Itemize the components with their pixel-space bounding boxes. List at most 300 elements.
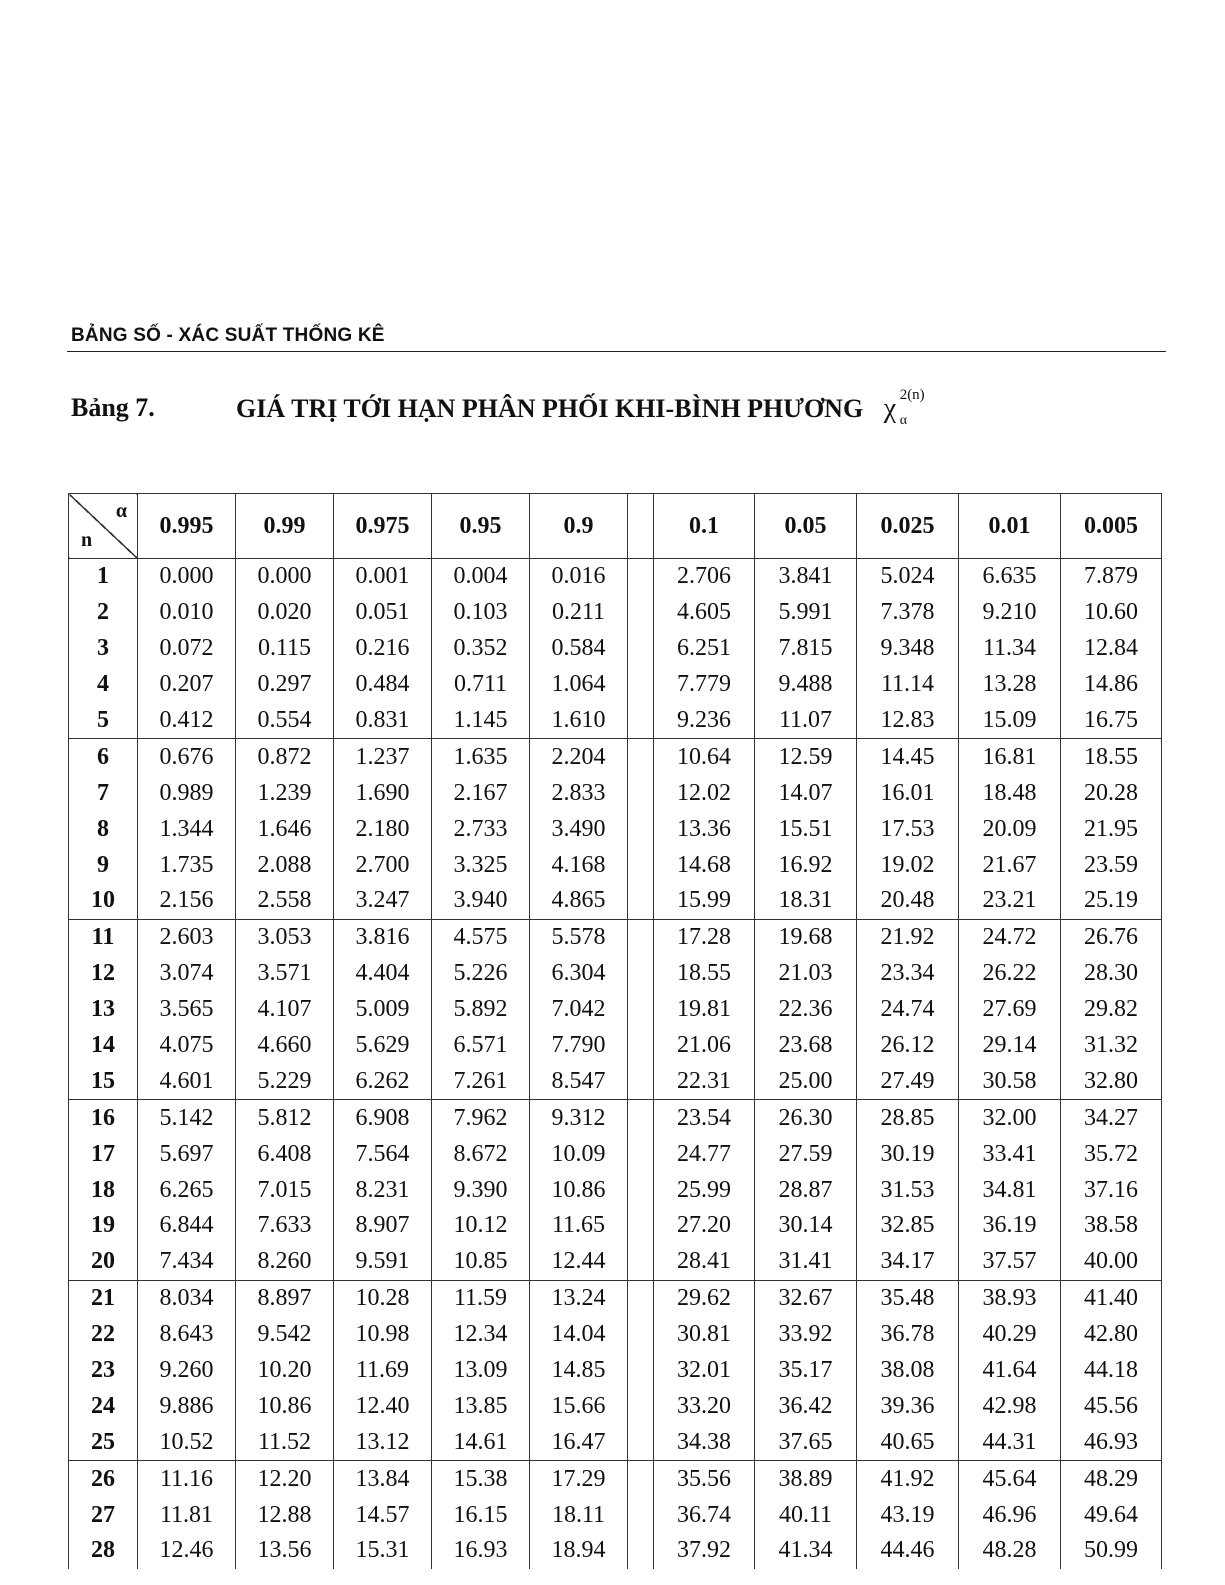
value-cell: 5.229 (236, 1063, 334, 1099)
gap-cell (628, 667, 654, 703)
gap-cell (628, 1317, 654, 1353)
value-cell: 4.404 (334, 956, 432, 992)
value-cell: 16.15 (432, 1497, 530, 1533)
value-cell: 23.54 (654, 1100, 755, 1136)
value-cell: 11.16 (138, 1461, 236, 1497)
value-cell: 7.815 (755, 631, 857, 667)
value-cell: 4.865 (530, 883, 628, 919)
table-row (69, 559, 1162, 595)
gap-cell (628, 1172, 654, 1208)
gap-cell (628, 775, 654, 811)
gap-cell (628, 1028, 654, 1064)
value-cell: 26.12 (857, 1028, 959, 1064)
value-cell: 28.30 (1061, 956, 1162, 992)
value-cell: 8.547 (530, 1063, 628, 1099)
gap-cell (628, 1497, 654, 1533)
value-cell: 9.348 (857, 631, 959, 667)
value-cell: 27.49 (857, 1063, 959, 1099)
row-n-cell: 3 (69, 631, 138, 667)
table-row (69, 811, 1162, 847)
value-cell: 18.48 (959, 775, 1061, 811)
value-cell: 40.00 (1061, 1244, 1162, 1280)
value-cell: 40.65 (857, 1424, 959, 1460)
value-cell: 43.19 (857, 1497, 959, 1533)
chi-letter: χ (883, 393, 897, 424)
table-title (236, 387, 925, 428)
col-header: 0.95 (432, 494, 530, 559)
table-row (69, 667, 1162, 703)
table-row (69, 1388, 1162, 1424)
value-cell: 14.04 (530, 1317, 628, 1353)
value-cell: 6.635 (959, 559, 1061, 595)
value-cell: 9.260 (138, 1353, 236, 1389)
value-cell: 40.29 (959, 1317, 1061, 1353)
value-cell: 16.93 (432, 1533, 530, 1569)
table-row (69, 956, 1162, 992)
value-cell: 44.18 (1061, 1353, 1162, 1389)
value-cell: 16.75 (1061, 703, 1162, 739)
value-cell: 25.19 (1061, 883, 1162, 919)
value-cell: 13.56 (236, 1533, 334, 1569)
value-cell: 17.28 (654, 919, 755, 955)
table-row (69, 1208, 1162, 1244)
value-cell: 45.56 (1061, 1388, 1162, 1424)
value-cell: 8.897 (236, 1280, 334, 1316)
value-cell: 33.20 (654, 1388, 755, 1424)
value-cell: 36.19 (959, 1208, 1061, 1244)
value-cell: 15.99 (654, 883, 755, 919)
row-n-cell: 11 (69, 919, 138, 955)
row-n-cell: 8 (69, 811, 138, 847)
gap-cell (628, 992, 654, 1028)
value-cell: 7.042 (530, 992, 628, 1028)
value-cell: 8.231 (334, 1172, 432, 1208)
value-cell: 38.93 (959, 1280, 1061, 1316)
value-cell: 46.93 (1061, 1424, 1162, 1460)
alpha-label: α (115, 500, 127, 522)
value-cell: 0.072 (138, 631, 236, 667)
value-cell: 15.66 (530, 1388, 628, 1424)
value-cell: 2.706 (654, 559, 755, 595)
value-cell: 12.88 (236, 1497, 334, 1533)
gap-cell (628, 1136, 654, 1172)
chi-square-table (68, 493, 1162, 1569)
table-row (69, 992, 1162, 1028)
value-cell: 37.16 (1061, 1172, 1162, 1208)
value-cell: 41.64 (959, 1353, 1061, 1389)
table-row (69, 631, 1162, 667)
col-header: 0.99 (236, 494, 334, 559)
value-cell: 4.168 (530, 847, 628, 883)
value-cell: 5.578 (530, 919, 628, 955)
col-header: 0.9 (530, 494, 628, 559)
gap-cell (628, 1353, 654, 1389)
table-row (69, 1028, 1162, 1064)
value-cell: 37.57 (959, 1244, 1061, 1280)
gap-cell (628, 847, 654, 883)
value-cell: 28.85 (857, 1100, 959, 1136)
value-cell: 21.92 (857, 919, 959, 955)
value-cell: 23.68 (755, 1028, 857, 1064)
value-cell: 21.67 (959, 847, 1061, 883)
value-cell: 21.06 (654, 1028, 755, 1064)
table-row (69, 595, 1162, 631)
value-cell: 34.38 (654, 1424, 755, 1460)
value-cell: 0.000 (236, 559, 334, 595)
value-cell: 24.77 (654, 1136, 755, 1172)
row-n-cell: 23 (69, 1353, 138, 1389)
value-cell: 26.22 (959, 956, 1061, 992)
table-row (69, 1497, 1162, 1533)
value-cell: 0.676 (138, 739, 236, 775)
value-cell: 20.09 (959, 811, 1061, 847)
value-cell: 0.831 (334, 703, 432, 739)
value-cell: 21.03 (755, 956, 857, 992)
col-header: 0.005 (1061, 494, 1162, 559)
value-cell: 0.711 (432, 667, 530, 703)
value-cell: 28.41 (654, 1244, 755, 1280)
row-n-cell: 24 (69, 1388, 138, 1424)
value-cell: 5.142 (138, 1100, 236, 1136)
value-cell: 35.56 (654, 1461, 755, 1497)
value-cell: 2.733 (432, 811, 530, 847)
value-cell: 38.89 (755, 1461, 857, 1497)
value-cell: 44.31 (959, 1424, 1061, 1460)
value-cell: 6.304 (530, 956, 628, 992)
value-cell: 15.31 (334, 1533, 432, 1569)
value-cell: 7.378 (857, 595, 959, 631)
col-header: 0.975 (334, 494, 432, 559)
value-cell: 32.67 (755, 1280, 857, 1316)
value-cell: 13.28 (959, 667, 1061, 703)
row-n-cell: 26 (69, 1461, 138, 1497)
value-cell: 13.36 (654, 811, 755, 847)
row-n-cell: 21 (69, 1280, 138, 1316)
gap-cell (628, 739, 654, 775)
value-cell: 38.58 (1061, 1208, 1162, 1244)
row-n-cell: 6 (69, 739, 138, 775)
value-cell: 2.156 (138, 883, 236, 919)
value-cell: 5.697 (138, 1136, 236, 1172)
value-cell: 11.34 (959, 631, 1061, 667)
gap-column (628, 494, 654, 559)
value-cell: 41.40 (1061, 1280, 1162, 1316)
value-cell: 7.261 (432, 1063, 530, 1099)
value-cell: 5.629 (334, 1028, 432, 1064)
value-cell: 28.87 (755, 1172, 857, 1208)
value-cell: 3.325 (432, 847, 530, 883)
value-cell: 40.11 (755, 1497, 857, 1533)
value-cell: 3.816 (334, 919, 432, 955)
value-cell: 1.735 (138, 847, 236, 883)
table-row (69, 1280, 1162, 1316)
value-cell: 49.64 (1061, 1497, 1162, 1533)
gap-cell (628, 883, 654, 919)
value-cell: 5.812 (236, 1100, 334, 1136)
row-n-cell: 9 (69, 847, 138, 883)
value-cell: 3.841 (755, 559, 857, 595)
value-cell: 44.46 (857, 1533, 959, 1569)
value-cell: 0.352 (432, 631, 530, 667)
value-cell: 12.02 (654, 775, 755, 811)
value-cell: 15.09 (959, 703, 1061, 739)
row-n-cell: 1 (69, 559, 138, 595)
col-header: 0.01 (959, 494, 1061, 559)
row-n-cell: 2 (69, 595, 138, 631)
value-cell: 7.962 (432, 1100, 530, 1136)
chi-superscript: 2(n) (899, 387, 925, 403)
value-cell: 5.226 (432, 956, 530, 992)
value-cell: 3.053 (236, 919, 334, 955)
chi-square-symbol (883, 387, 925, 428)
gap-cell (628, 1461, 654, 1497)
value-cell: 50.99 (1061, 1533, 1162, 1569)
value-cell: 2.700 (334, 847, 432, 883)
value-cell: 39.36 (857, 1388, 959, 1424)
value-cell: 0.211 (530, 595, 628, 631)
value-cell: 6.408 (236, 1136, 334, 1172)
value-cell: 17.29 (530, 1461, 628, 1497)
value-cell: 10.09 (530, 1136, 628, 1172)
value-cell: 12.44 (530, 1244, 628, 1280)
value-cell: 6.571 (432, 1028, 530, 1064)
table-row (69, 883, 1162, 919)
value-cell: 16.92 (755, 847, 857, 883)
value-cell: 8.907 (334, 1208, 432, 1244)
value-cell: 16.47 (530, 1424, 628, 1460)
gap-cell (628, 1280, 654, 1316)
value-cell: 1.635 (432, 739, 530, 775)
value-cell: 10.12 (432, 1208, 530, 1244)
value-cell: 18.55 (1061, 739, 1162, 775)
value-cell: 33.41 (959, 1136, 1061, 1172)
value-cell: 48.28 (959, 1533, 1061, 1569)
value-cell: 0.016 (530, 559, 628, 595)
value-cell: 33.92 (755, 1317, 857, 1353)
value-cell: 16.01 (857, 775, 959, 811)
value-cell: 2.833 (530, 775, 628, 811)
value-cell: 3.565 (138, 992, 236, 1028)
value-cell: 0.000 (138, 559, 236, 595)
value-cell: 26.76 (1061, 919, 1162, 955)
table-row (69, 739, 1162, 775)
row-n-cell: 25 (69, 1424, 138, 1460)
row-n-cell: 4 (69, 667, 138, 703)
value-cell: 1.646 (236, 811, 334, 847)
value-cell: 0.554 (236, 703, 334, 739)
value-cell: 7.879 (1061, 559, 1162, 595)
value-cell: 0.989 (138, 775, 236, 811)
value-cell: 23.59 (1061, 847, 1162, 883)
value-cell: 27.20 (654, 1208, 755, 1244)
table-row (69, 1317, 1162, 1353)
value-cell: 6.262 (334, 1063, 432, 1099)
value-cell: 9.542 (236, 1317, 334, 1353)
gap-cell (628, 1388, 654, 1424)
value-cell: 7.015 (236, 1172, 334, 1208)
value-cell: 0.216 (334, 631, 432, 667)
value-cell: 10.28 (334, 1280, 432, 1316)
value-cell: 41.92 (857, 1461, 959, 1497)
value-cell: 1.344 (138, 811, 236, 847)
value-cell: 24.74 (857, 992, 959, 1028)
value-cell: 46.96 (959, 1497, 1061, 1533)
value-cell: 5.024 (857, 559, 959, 595)
value-cell: 10.98 (334, 1317, 432, 1353)
value-cell: 37.65 (755, 1424, 857, 1460)
value-cell: 9.390 (432, 1172, 530, 1208)
value-cell: 3.074 (138, 956, 236, 992)
value-cell: 11.81 (138, 1497, 236, 1533)
table-label: Bảng 7. (71, 393, 155, 422)
value-cell: 8.260 (236, 1244, 334, 1280)
value-cell: 2.558 (236, 883, 334, 919)
value-cell: 9.886 (138, 1388, 236, 1424)
value-cell: 12.20 (236, 1461, 334, 1497)
header-row (69, 494, 1162, 559)
value-cell: 29.62 (654, 1280, 755, 1316)
value-cell: 24.72 (959, 919, 1061, 955)
row-n-cell: 7 (69, 775, 138, 811)
value-cell: 32.80 (1061, 1063, 1162, 1099)
value-cell: 30.19 (857, 1136, 959, 1172)
value-cell: 0.020 (236, 595, 334, 631)
row-n-cell: 15 (69, 1063, 138, 1099)
value-cell: 35.72 (1061, 1136, 1162, 1172)
value-cell: 4.660 (236, 1028, 334, 1064)
value-cell: 13.24 (530, 1280, 628, 1316)
value-cell: 9.488 (755, 667, 857, 703)
value-cell: 7.633 (236, 1208, 334, 1244)
value-cell: 0.297 (236, 667, 334, 703)
value-cell: 13.85 (432, 1388, 530, 1424)
value-cell: 10.86 (530, 1172, 628, 1208)
gap-cell (628, 1063, 654, 1099)
value-cell: 3.571 (236, 956, 334, 992)
value-cell: 7.790 (530, 1028, 628, 1064)
value-cell: 34.17 (857, 1244, 959, 1280)
table-row (69, 1063, 1162, 1099)
value-cell: 10.60 (1061, 595, 1162, 631)
value-cell: 45.64 (959, 1461, 1061, 1497)
value-cell: 19.02 (857, 847, 959, 883)
value-cell: 9.210 (959, 595, 1061, 631)
table-row (69, 1244, 1162, 1280)
value-cell: 4.107 (236, 992, 334, 1028)
value-cell: 0.004 (432, 559, 530, 595)
value-cell: 9.591 (334, 1244, 432, 1280)
value-cell: 5.892 (432, 992, 530, 1028)
value-cell: 8.034 (138, 1280, 236, 1316)
table-row (69, 1533, 1162, 1569)
table-row (69, 775, 1162, 811)
value-cell: 0.584 (530, 631, 628, 667)
value-cell: 25.00 (755, 1063, 857, 1099)
value-cell: 3.940 (432, 883, 530, 919)
value-cell: 0.001 (334, 559, 432, 595)
col-header: 0.025 (857, 494, 959, 559)
row-n-cell: 19 (69, 1208, 138, 1244)
col-header: 0.1 (654, 494, 755, 559)
value-cell: 12.34 (432, 1317, 530, 1353)
value-cell: 12.46 (138, 1533, 236, 1569)
row-n-cell: 16 (69, 1100, 138, 1136)
value-cell: 2.180 (334, 811, 432, 847)
row-n-cell: 12 (69, 956, 138, 992)
value-cell: 21.95 (1061, 811, 1162, 847)
row-n-cell: 28 (69, 1533, 138, 1569)
value-cell: 36.74 (654, 1497, 755, 1533)
value-cell: 0.484 (334, 667, 432, 703)
value-cell: 30.14 (755, 1208, 857, 1244)
value-cell: 23.21 (959, 883, 1061, 919)
value-cell: 6.908 (334, 1100, 432, 1136)
value-cell: 25.99 (654, 1172, 755, 1208)
row-n-cell: 5 (69, 703, 138, 739)
row-n-cell: 18 (69, 1172, 138, 1208)
value-cell: 1.237 (334, 739, 432, 775)
value-cell: 7.779 (654, 667, 755, 703)
gap-cell (628, 559, 654, 595)
value-cell: 42.98 (959, 1388, 1061, 1424)
value-cell: 1.239 (236, 775, 334, 811)
value-cell: 15.38 (432, 1461, 530, 1497)
gap-cell (628, 811, 654, 847)
gap-cell (628, 1208, 654, 1244)
value-cell: 0.115 (236, 631, 334, 667)
page-header: BẢNG SỐ - XÁC SUẤT THỐNG KÊ (71, 325, 385, 346)
value-cell: 34.27 (1061, 1100, 1162, 1136)
value-cell: 3.490 (530, 811, 628, 847)
value-cell: 22.36 (755, 992, 857, 1028)
value-cell: 19.68 (755, 919, 857, 955)
value-cell: 18.94 (530, 1533, 628, 1569)
value-cell: 14.07 (755, 775, 857, 811)
table-row (69, 847, 1162, 883)
value-cell: 7.434 (138, 1244, 236, 1280)
table-row (69, 1136, 1162, 1172)
value-cell: 14.57 (334, 1497, 432, 1533)
value-cell: 36.42 (755, 1388, 857, 1424)
value-cell: 12.83 (857, 703, 959, 739)
row-n-cell: 22 (69, 1317, 138, 1353)
value-cell: 26.30 (755, 1100, 857, 1136)
value-cell: 27.59 (755, 1136, 857, 1172)
value-cell: 8.643 (138, 1317, 236, 1353)
row-n-cell: 10 (69, 883, 138, 919)
value-cell: 11.07 (755, 703, 857, 739)
table-body (69, 559, 1162, 1569)
table-row (69, 1172, 1162, 1208)
value-cell: 4.605 (654, 595, 755, 631)
value-cell: 5.991 (755, 595, 857, 631)
value-cell: 9.312 (530, 1100, 628, 1136)
value-cell: 12.40 (334, 1388, 432, 1424)
value-cell: 36.78 (857, 1317, 959, 1353)
value-cell: 6.265 (138, 1172, 236, 1208)
value-cell: 31.32 (1061, 1028, 1162, 1064)
value-cell: 12.59 (755, 739, 857, 775)
gap-cell (628, 703, 654, 739)
row-n-cell: 14 (69, 1028, 138, 1064)
value-cell: 35.17 (755, 1353, 857, 1389)
value-cell: 42.80 (1061, 1317, 1162, 1353)
value-cell: 14.85 (530, 1353, 628, 1389)
value-cell: 2.603 (138, 919, 236, 955)
value-cell: 23.34 (857, 956, 959, 992)
value-cell: 10.85 (432, 1244, 530, 1280)
value-cell: 15.51 (755, 811, 857, 847)
